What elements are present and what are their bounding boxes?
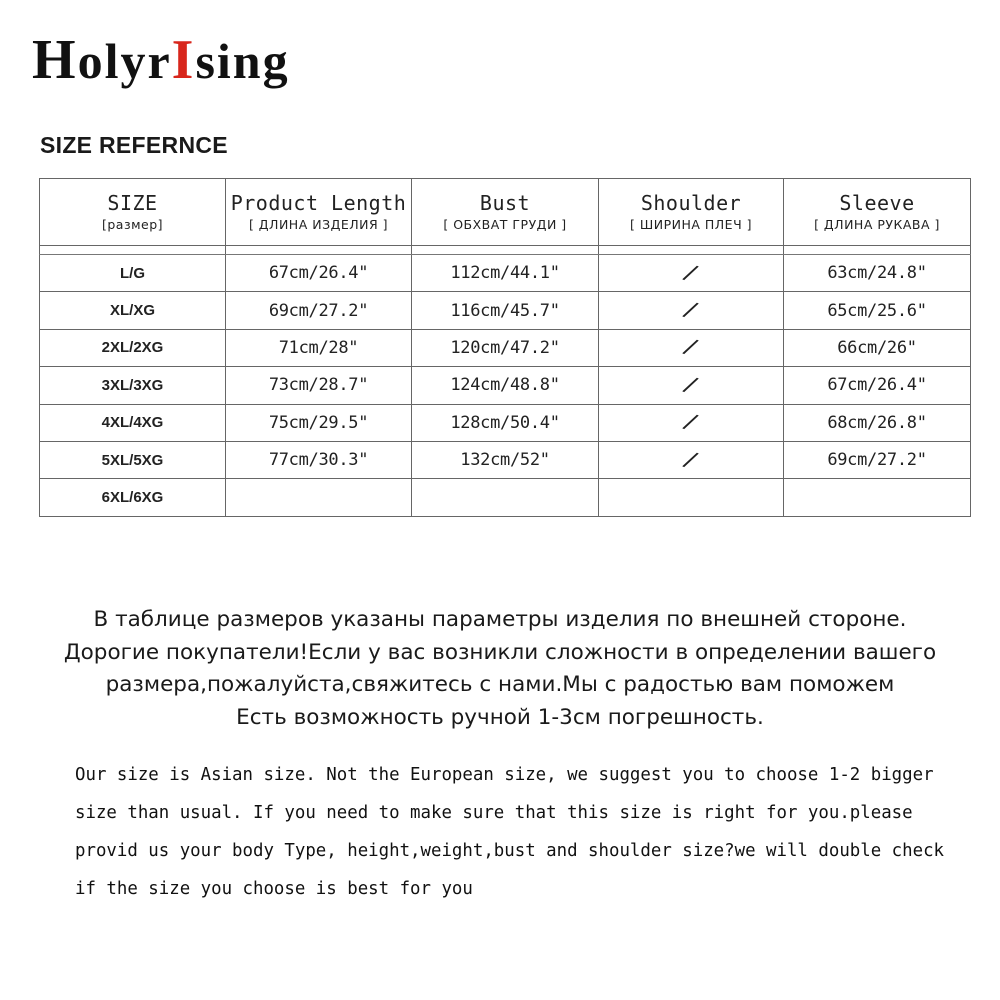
slash-mark: /	[680, 296, 702, 325]
header-shoulder	[599, 179, 784, 246]
cell-shoulder	[599, 292, 784, 329]
cell-sleeve: 67cm/26.4"	[784, 367, 971, 404]
cell-size: L/G	[40, 255, 226, 292]
cell-length: 67cm/26.4"	[226, 255, 412, 292]
header-label: SIZE	[107, 191, 158, 215]
section-title: SIZE REFERNCE	[40, 132, 228, 158]
cell-sleeve: 69cm/27.2"	[784, 441, 971, 478]
cell-bust	[412, 479, 599, 516]
cell-bust: 128cm/50.4"	[412, 404, 599, 441]
header-label: Product Length	[230, 191, 407, 215]
cell-bust: 112cm/44.1"	[412, 255, 599, 292]
cell-sleeve: 65cm/25.6"	[784, 292, 971, 329]
cell-shoulder	[599, 441, 784, 478]
table-body	[40, 255, 971, 517]
slash-mark: /	[680, 371, 702, 400]
english-note-line: provid us your body Type, height,weight,bust and shoulder size?we will double check	[75, 841, 945, 861]
header-sub-label: [ ШИРИНА ПЛЕЧ ]	[630, 217, 752, 232]
cell-length	[226, 479, 412, 516]
header-label: Sleeve	[839, 191, 915, 215]
table-row	[40, 479, 971, 516]
logo-text-part: sing	[195, 33, 290, 89]
table-row	[40, 255, 971, 292]
cell-size: 4XL/4XG	[40, 404, 226, 441]
cell-sleeve: 63cm/24.8"	[784, 255, 971, 292]
cell-length: 77cm/30.3"	[226, 441, 412, 478]
cell-length: 73cm/28.7"	[226, 367, 412, 404]
slash-mark: /	[680, 333, 702, 363]
cell-size: 2XL/2XG	[40, 329, 226, 366]
russian-note-line: Есть возможность ручной 1-3см погрешность.	[236, 704, 764, 730]
cell-size: XL/XG	[40, 292, 226, 329]
english-note-line: size than usual. If you need to make sure that this size is right for you.please	[75, 803, 913, 823]
russian-note-line: размера,пожалуйста,свяжитесь с нами.Мы с радостью вам поможем	[105, 672, 895, 697]
table-header-row	[40, 179, 971, 246]
header-label: Shoulder	[640, 191, 742, 215]
russian-note	[0, 604, 1000, 734]
cell-length: 69cm/27.2"	[226, 292, 412, 329]
header-bust	[412, 179, 599, 246]
table-row	[40, 292, 971, 329]
table-row	[40, 329, 971, 366]
header-sleeve	[784, 179, 971, 246]
cell-bust: 116cm/45.7"	[412, 292, 599, 329]
cell-shoulder	[599, 329, 784, 366]
brand-logo	[32, 30, 290, 91]
table-row	[40, 404, 971, 441]
cell-length: 75cm/29.5"	[226, 404, 412, 441]
size-table	[39, 178, 971, 517]
logo-letter-i-accent: I	[171, 29, 196, 91]
header-size	[40, 179, 226, 246]
header-sub-label: [ ДЛИНА РУКАВА ]	[814, 217, 940, 232]
cell-length: 71cm/28"	[226, 329, 412, 366]
english-note-line: if the size you choose is best for you	[75, 879, 473, 899]
cell-bust: 120cm/47.2"	[412, 329, 599, 366]
cell-bust: 124cm/48.8"	[412, 367, 599, 404]
cell-shoulder	[599, 367, 784, 404]
cell-sleeve: 66cm/26"	[784, 329, 971, 366]
russian-note-line: В таблице размеров указаны параметры изделия по внешней стороне.	[93, 607, 907, 632]
header-length	[226, 179, 412, 246]
cell-size: 6XL/6XG	[40, 479, 226, 516]
slash-mark: /	[680, 446, 702, 475]
english-note-line: Our size is Asian size. Not the European size, we suggest you to choose 1-2 bigger	[75, 765, 934, 785]
logo-text-part: olyr	[77, 33, 172, 89]
cell-shoulder	[599, 404, 784, 441]
russian-note-line: Дорогие покупатели!Если у вас возникли сложности в определении вашего	[63, 639, 937, 665]
header-sub-label: [ ОБХВАТ ГРУДИ ]	[443, 217, 567, 232]
cell-size: 5XL/5XG	[40, 441, 226, 478]
cell-size: 3XL/3XG	[40, 367, 226, 404]
english-note	[75, 756, 985, 908]
logo-letter-h: H	[32, 29, 78, 91]
cell-sleeve: 68cm/26.8"	[784, 404, 971, 441]
header-label: Bust	[479, 191, 531, 215]
cell-shoulder	[599, 479, 784, 516]
cell-shoulder	[599, 255, 784, 292]
cell-sleeve	[784, 479, 971, 516]
cell-bust: 132cm/52"	[412, 441, 599, 478]
header-sub-label: [размер]	[101, 217, 164, 232]
header-sub-label: [ ДЛИНА ИЗДЕЛИЯ ]	[248, 217, 389, 232]
table-row	[40, 441, 971, 478]
slash-mark: /	[680, 259, 702, 288]
header-divider-row	[40, 246, 971, 255]
table-row	[40, 367, 971, 404]
slash-mark: /	[680, 408, 702, 437]
